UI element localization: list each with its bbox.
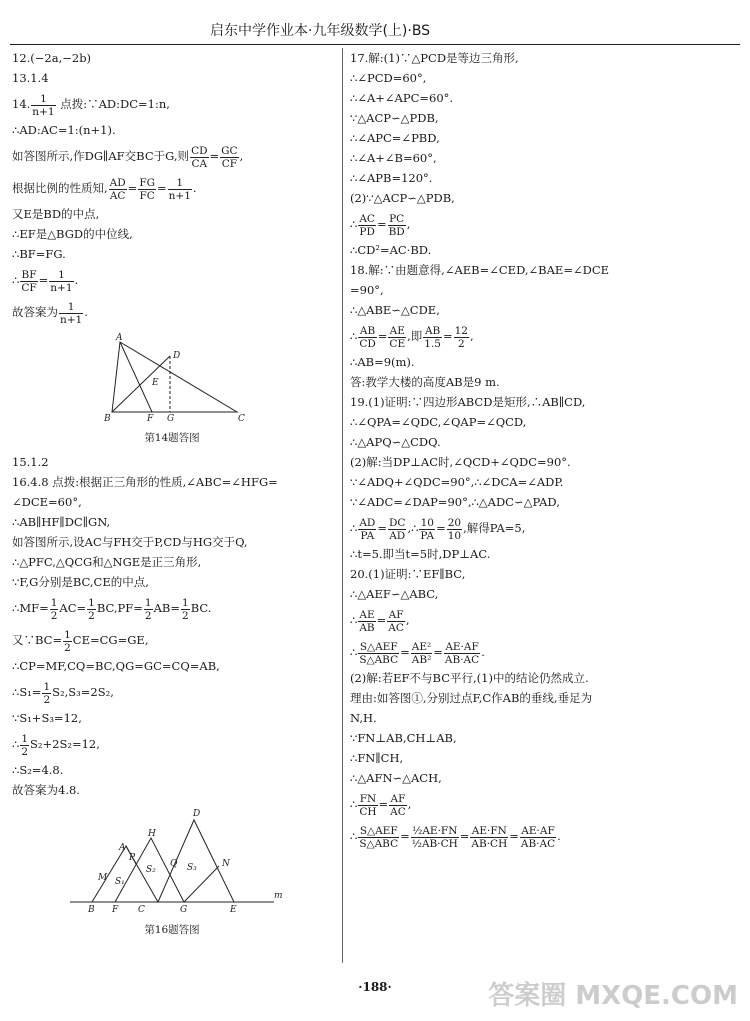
q14-line-6: ∴EF是△BGD的中位线, [12,227,133,241]
q14-line-3: 如答图所示,作DG∥AF交BC于G,则 $\frac{CD}{CA}$ = $\frac{GC}{CF}$ , [12,144,244,170]
right-column [350,48,740,852]
q20-line-10: ∴△AFN∽△ACH, [350,771,442,785]
fraction: $\frac{1}{2}$ [88,596,95,622]
q19-line-5: ∵∠ADQ+∠QDC=90°,∴∠DCA=∠ADP. [350,475,564,489]
fig16-label: S₂ [146,865,156,875]
fraction: $\frac{CD}{CA}$ [191,144,208,170]
fraction: $\frac{\text{S△AEF}}{\text{S△ABC}}$ [359,824,399,850]
left-column [12,48,332,944]
fig16-label: Q [170,859,178,869]
answer-12: 12.(−2a,−2b) [12,51,92,65]
fig16-label: S₁ [115,877,125,887]
q16-line-14: 故答案为4.8. [12,783,80,797]
q20-line-12: ∴ $\frac{\text{S△AEF}}{\text{S△ABC}}$ = $\frac{\text{½AE·FN}}{\text{½AB·CH}}$ = $\frac{AE\cdot FN}{AB\cdot CH}$ = $\frac{AE\cdot AF}{AB\cdot AC}$ . [350,824,561,850]
fraction: $\frac{AF}{AC}$ [388,608,404,634]
q14-line-7: ∴BF=FG. [12,247,66,261]
fig16-label: S₃ [187,863,197,873]
q16-line-2: ∠DCE=60°, [12,495,82,509]
fig14-label: F [147,414,154,422]
fig16-label: N [222,859,230,869]
fraction: $\frac{1}{2}$ [144,596,152,622]
fig16-label: M [98,873,108,883]
fig16-label: G [180,905,188,914]
fig14-label: D [173,351,181,361]
q19-line-8: ∴t=5.即当t=5时,DP⊥AC. [350,547,491,561]
fraction: $\frac{PC}{BD}$ [388,212,405,238]
fig16-label: P [129,853,136,863]
q16-line-5: ∴△PFC,△QCG和△NGE是正三角形, [12,555,202,569]
q17-line-4: ∵△ACP∽△PDB, [350,111,439,125]
figure-16-caption: 第16题答图 [144,924,200,936]
page-title: 启东中学作业本·九年级数学(上)·BS [210,23,431,39]
fraction: $\frac{AE\cdot FN}{AB\cdot CH}$ [471,824,508,850]
q17-line-1: 17.解:(1)∵△PCD是等边三角形, [350,51,519,65]
figure-14 [12,332,332,448]
fig16-label: E [230,905,237,914]
answer-13: 13.1.4 [12,71,49,85]
figure-16 [12,804,332,940]
q14-line-9: 故答案为 $\frac{1}{n+1}$ . [12,300,88,326]
answer-15: 15.1.2 [12,455,49,469]
fraction: $\frac{1}{n+1}$ [60,300,83,326]
answer-14 [12,88,332,120]
fraction: $\frac{AB}{CD}$ [359,324,376,350]
fig16-label: A [119,843,126,853]
q18-line-3: ∴△ABE∽△CDE, [350,303,440,317]
fig16-label: C [138,905,145,914]
fraction: $\frac{BF}{CF}$ [21,268,37,294]
page-number: ·188· [358,980,392,994]
fraction: $\frac{\text{S△AEF}}{\text{S△ABC}}$ [359,640,399,666]
q20-line-3: ∴ $\frac{AE}{AB}$ = $\frac{AF}{AC}$ , [350,608,410,634]
q14-tip: 点拨:∵AD:DC=1:n, [60,97,170,111]
q20-line-8: ∵FN⊥AB,CH⊥AB, [350,731,457,745]
header-rule [10,44,740,45]
q16-line-4: 如答图所示,设AC与FH交于P,CD与HG交于Q, [12,535,248,549]
q18-line-2: =90°, [350,283,384,297]
fraction: $\frac{AE}{CE}$ [389,324,406,350]
fig16-label: B [88,905,95,914]
q16-line-13: ∴S₂=4.8. [12,763,64,777]
q16-line-12: ∴ $\frac{1}{2}$ S₂+2S₂=12, [12,732,100,758]
fraction: $\frac{\text{AE²}}{\text{AB²}}$ [411,640,432,666]
q17-line-9: ∴ $\frac{AC}{PD}$ = $\frac{PC}{BD}$ , [350,212,411,238]
fraction: $\frac{FN}{CH}$ [359,792,377,818]
fig16-label: D [193,809,201,819]
fig16-label: F [112,905,119,914]
fraction: $\frac{AD}{PA}$ [359,516,376,542]
fig14-label: B [104,414,111,422]
q19-line-7: ∴ $\frac{AD}{PA}$ = $\frac{DC}{AD}$ ,∴ $\frac{10}{PA}$ = $\frac{20}{10}$ ,解得PA=5, [350,516,526,542]
fraction: $\frac{1}{2}$ [43,680,51,706]
q16-line-10: ∴S₁= $\frac{1}{2}$ S₂,S₃=2S₂, [12,680,114,706]
q14-line-2: ∴AD:AC=1:(n+1). [12,123,116,137]
fraction: $\frac{AF}{AC}$ [390,792,406,818]
fraction: $\frac{1}{2}$ [182,596,189,622]
fraction: $\frac{1}{2}$ [21,732,29,758]
q16-line-11: ∵S₁+S₃=12, [12,711,82,725]
q20-line-7: N,H. [350,711,377,725]
q17-line-5: ∴∠APC=∠PBD, [350,131,440,145]
q20-line-6: 理由:如答图①,分别过点F,C作AB的垂线,垂足为 [350,691,593,705]
q16-line-8: 又∵BC= $\frac{1}{2}$ CE=CG=GE, [12,628,149,654]
fig14-label: C [238,414,245,422]
q20-line-5: (2)解:若EF不与BC平行,(1)中的结论仍然成立. [350,671,589,685]
q20-line-2: ∴△AEF∽△ABC, [350,587,439,601]
fraction: $\frac{DC}{AD}$ [388,516,406,542]
q19-line-1: 19.(1)证明:∵四边形ABCD是矩形,∴AB∥CD, [350,395,586,409]
q14-line-5: 又E是BD的中点, [12,207,100,221]
fraction: $\frac{AE}{AB}$ [359,608,375,634]
q16-line-7: ∴MF= $\frac{1}{2}$ AC= $\frac{1}{2}$ BC,PF= $\frac{1}{2}$ AB= $\frac{1}{2}$ BC. [12,596,212,622]
fraction: $\frac{1}{n+1}$ [50,268,73,294]
q14-line-4: 根据比例的性质知, $\frac{AD}{AC}$ = $\frac{FG}{FC}$ = $\frac{1}{n+1}$ . [12,176,197,202]
fraction: $\frac{AC}{PD}$ [359,212,375,238]
fraction: $\frac{1}{n+1}$ [168,176,191,202]
fraction: $\frac{10}{PA}$ [420,516,435,542]
q19-line-4: (2)解:当DP⊥AC时,∠QCD+∠QDC=90°. [350,455,571,469]
q19-line-6: ∵∠ADC=∠DAP=90°,∴△ADC∽△PAD, [350,495,560,509]
fraction: $\frac{FG}{FC}$ [139,176,155,202]
fraction: $\frac{AD}{AC}$ [109,176,126,202]
fig16-label: H [148,829,156,839]
fraction: $\frac{GC}{CF}$ [221,144,238,170]
fraction: $\frac{12}{2}$ [454,324,468,350]
q17-line-7: ∴∠APB=120°. [350,171,433,185]
fraction: $\frac{AB}{1.5}$ [424,324,441,350]
figure-14-caption: 第14题答图 [144,432,200,444]
fraction: $\frac{20}{10}$ [447,516,462,542]
q20-line-4: ∴ $\frac{\text{S△AEF}}{\text{S△ABC}}$ = $\frac{\text{AE²}}{\text{AB²}}$ = $\frac{AE\cdot AF}{AB\cdot AC}$ . [350,640,485,666]
header [10,8,740,42]
q18-line-1: 18.解:∵由题意得,∠AEB=∠CED,∠BAE=∠DCE [350,263,610,277]
fraction: $\frac{AE\cdot AF}{AB\cdot AC}$ [444,640,480,666]
q18-line-6: 答:教学大楼的高度AB是9 m. [350,375,500,389]
q20-line-1: 20.(1)证明:∵EF∥BC, [350,567,466,581]
fraction: $\frac{1}{n+1}$ [32,92,55,118]
watermark-logo: 答案圈 MXQE.COM [488,981,738,1011]
q16-line-3: ∴AB∥HF∥DC∥GN, [12,515,111,529]
fig14-label: E [152,378,159,388]
fraction: $\frac{AE\cdot AF}{AB\cdot AC}$ [520,824,556,850]
q17-line-8: (2)∵△ACP∽△PDB, [350,191,455,205]
q16-line-9: ∴CP=MF,CQ=BC,QG=GC=CQ=AB, [12,659,220,673]
q14-line-8: ∴ $\frac{BF}{CF}$ = $\frac{1}{n+1}$ . [12,268,79,294]
fig14-label: A [116,333,123,343]
q19-line-3: ∴△APQ∽△CDQ. [350,435,441,449]
q20-line-11: ∴ $\frac{FN}{CH}$ = $\frac{AF}{AC}$ , [350,792,412,818]
fraction: $\frac{1}{2}$ [50,596,58,622]
q18-line-5: ∴AB=9(m). [350,355,415,369]
column-divider [342,48,343,963]
fig14-label: G [167,414,175,422]
q17-line-2: ∴∠PCD=60°, [350,71,427,85]
q17-line-3: ∴∠A+∠APC=60°. [350,91,454,105]
figure-16-diagram [12,804,332,914]
q17-line-6: ∴∠A+∠B=60°, [350,151,437,165]
q16-line-1: 16.4.8 点拨:根据正三角形的性质,∠ABC=∠HFG= [12,475,278,489]
q20-line-9: ∴FN∥CH, [350,751,404,765]
fraction: $\frac{1}{2}$ [64,628,71,654]
q18-line-4: ∴ $\frac{AB}{CD}$ = $\frac{AE}{CE}$ ,即 $\frac{AB}{1.5}$ = $\frac{12}{2}$ , [350,324,474,350]
q17-line-10: ∴CD²=AC·BD. [350,243,432,257]
figure-14-diagram [12,332,332,422]
q19-line-2: ∴∠QPA=∠QDC,∠QAP=∠QCD, [350,415,527,429]
q16-line-6: ∵F,G分别是BC,CE的中点, [12,575,149,589]
fig16-label: m [274,891,283,901]
q14-number: 14. [12,97,31,111]
fraction: $\frac{\text{½AE·FN}}{\text{½AB·CH}}$ [411,824,458,850]
